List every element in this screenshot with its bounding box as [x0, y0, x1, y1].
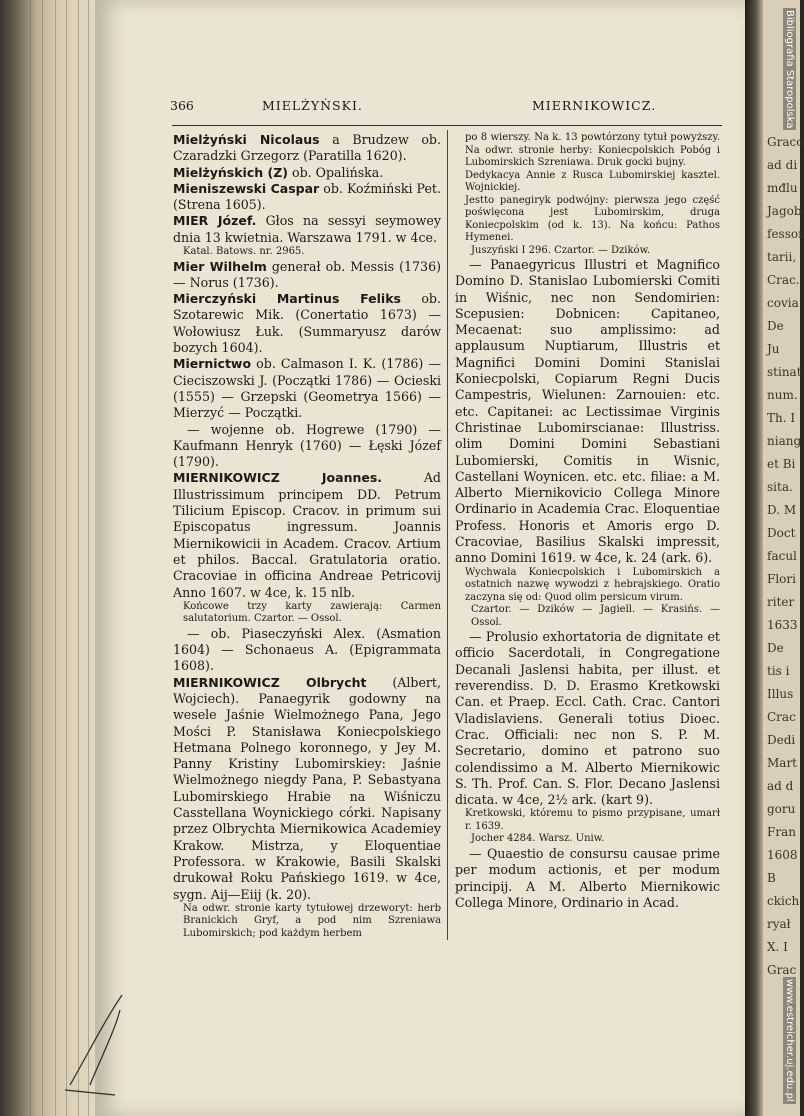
fragment-text: ryał — [767, 917, 791, 931]
fragment-text: ad di — [767, 158, 798, 172]
fragment-text: De — [767, 641, 784, 655]
note: Dedykacya Annie z Rusca Lubomirskiej kasztel. Wojnickiej. — [465, 169, 720, 193]
fragment-text: Th. I — [767, 411, 796, 425]
note: Końcowe trzy karty zawierają: Carmen salutatorium. Czartor. — Ossol. — [183, 600, 441, 625]
headword: Mieniszewski Caspar — [173, 180, 320, 196]
fragment-text: stinat — [767, 365, 802, 379]
gutter-shadow — [745, 0, 763, 1116]
header-rule — [172, 125, 722, 126]
fragment-text: 1633 — [767, 618, 798, 632]
entry-text: — ob. Piaseczyński Alex. (Asmation 1604) — Schonaeus A. (Epigrammata 1608). — [173, 625, 441, 674]
fragment-text: sita. — [767, 480, 793, 494]
fragment-text: Jagob — [767, 204, 802, 218]
entry-text: ob. Koźmiński Pet. (Strena 1605). — [173, 180, 441, 213]
entry-text: Głos na sessyi seymowey dnia 13 kwietnia. Warszawa 1791. w 4ce. — [173, 213, 441, 245]
fragment-text: Illus — [767, 687, 794, 701]
column-divider — [447, 130, 448, 940]
fragment-text: De — [767, 319, 784, 333]
page-number: 366 — [170, 98, 194, 113]
note: Kretkowski, któremu to pismo przypisane, umarł r. 1639. — [465, 808, 720, 832]
entry — [455, 257, 720, 567]
fragment-text: Graco — [767, 135, 804, 149]
entry-text: ob. Calmason I. K. (1786) — Cieciszowski J. (Początki 1786) — Ocieski (1555) — Grzepski (Geometrya 1566) — Mierzyć — Początki. — [173, 356, 441, 421]
entry-text: — Quaestio de consursu causae prime per modum actionis, et per modum principij. A M. Alberto Miernikowic Collega Minore, Ordinario in Acad. — [455, 845, 720, 910]
fragment-text: Mart — [767, 756, 797, 770]
entry — [173, 132, 441, 165]
fragment-text: facul — [767, 549, 797, 563]
fragment-text: 1608 — [767, 848, 798, 862]
fragment-text: ad d — [767, 779, 794, 793]
entry-text: ob. Szotarewic Mik. (Conertatio 1673) — Wołowiusz Łuk. (Summaryusz darów bozych 1604). — [173, 291, 441, 356]
fragment-text: B — [767, 871, 776, 885]
entry — [173, 181, 441, 214]
entry — [173, 470, 441, 600]
headword: Mielżyńskich (Z) — [173, 164, 288, 180]
headword: Mier Wilhelm — [173, 258, 267, 274]
next-page-bleed — [745, 0, 804, 1116]
fragment-text: ckich — [767, 894, 800, 908]
entry-text: a Brudzew ob. Czaradzki Grzegorz (Paratilla 1620). — [173, 132, 441, 164]
fragment-text: Dedi — [767, 733, 796, 747]
watermark-top: Bibliografia Staropolska — [784, 10, 795, 129]
entry — [455, 846, 720, 911]
note: Wychwala Koniecpolskich i Lubomirskich a ostatnich nazwę wywodzi z hebrajskiego. Oratio zaczyna się od: Quod olim persicum virum. — [465, 566, 720, 603]
fragment-text: niang — [767, 434, 802, 448]
entry — [173, 422, 441, 471]
entry — [173, 291, 441, 356]
handwritten-mark-icon — [60, 990, 130, 1100]
fragment-text: tarii, — [767, 250, 797, 264]
header-right: MIERNIKOWICZ. — [532, 98, 657, 113]
entry — [173, 165, 441, 181]
note: Katal. Batows. nr. 2965. — [183, 246, 305, 258]
entry — [173, 259, 441, 292]
fragment-text: Crac. — [767, 273, 800, 287]
fragment-text: Ju — [767, 342, 780, 356]
fragment-text: riter — [767, 595, 795, 609]
entry — [173, 356, 441, 421]
source-line: Jocher 4284. Warsz. Uniw. — [471, 833, 605, 845]
fragment-text: Grac — [767, 963, 797, 977]
headword: MIERNIKOWICZ Olbrycht — [173, 674, 367, 690]
source-line: Juszyński I 296. Czartor. — Dzików. — [471, 244, 651, 256]
entry-text: ob. Opalińska. — [288, 164, 384, 180]
headword: Mielżyński Nicolaus — [173, 132, 320, 147]
running-header — [170, 98, 657, 118]
fragment-text: tis i — [767, 664, 790, 678]
fragment-text: Flori — [767, 572, 796, 586]
fragment-text: covia — [767, 296, 799, 310]
entry-text: (Albert, Wojciech). Panaegyrik godowny na wesele Jaśnie Wielmożnego Pana, Jego Mości P. Stanisława Koniecpolskiego Hetmana Polnego koronnego, y Jey M. Panny Kristiny Lubomirskiey: Jaśnie Wielmożnego niegdy Pana, P. Sebastyana Lubomirskiego Hrabie na Wiśniczu Casstellana Woynickiego córki. Napisany przez Olbrychta Miernikowica Academiey Krakow. Mistrza, y Eloquentiae Professora. w Krakowie, Basili Skalski drukował Roku Pańskiego 1619. w 4ce, sygn. Aij—Eiij (k. 20). — [173, 674, 441, 902]
left-column — [173, 132, 441, 940]
entry — [173, 213, 441, 246]
headword: MIERNIKOWICZ Joannes. — [173, 470, 383, 486]
right-column — [455, 132, 720, 911]
entry-text: — Panaegyricus Illustri et Magnifico Domino D. Stanislao Lubomierski Comiti in Wiśnic, nec non Sendomirien: Scepusien: Dobnicen: Capitaneo, Mecaenat: suo amplissimo: ad applausum Nuptiarum, Illustris et Magnifici Domini Domini Stanislai Koniecpolski, Copiarum Regni Ducis Campestris, Wielunen: Zarnouien: etc. etc. Capitanei: ac Lectissimae Virginis Christinae Lubomirscianae: Illustriss. olim Domini Domini Sebastiani Lubomierski, Comitis in Wisnic, Castellani Woynicen. etc. etc. filiae: a M. Alberto Miernikovicio Collega Minore Ordinario in Academia Crac. Eloquentiae Profess. Honoris et Amoris ergo D. Cracoviae, Basilius Skalski impressit, anno Domini 1619. w 4ce, k. 24 (ark. 6). — [455, 257, 720, 566]
fragment-text: Doct — [767, 526, 796, 540]
fragment-text: num. — [767, 388, 798, 402]
note: po 8 wierszy. Na k. 13 powtórzony tytuł powyższy. Na odwr. stronie herby: Koniecpolskich Pobóg i Lubomirskich Szreniawa. Druk gocki bujny. — [465, 132, 720, 168]
fragment-text: Fran — [767, 825, 796, 839]
fragment-text: mđlu — [767, 181, 798, 195]
note: Na odwr. stronie karty tytułowej drzeworyt: herb Branickich Gryf, a pod nim Szreniawa Lubomirskich; pod każdym herbem — [183, 902, 441, 939]
fragment-text: fessor — [767, 227, 804, 241]
fragment-text: Crac — [767, 710, 796, 724]
fragment-text: goru — [767, 802, 796, 816]
watermark-bottom: www.estreicher.uj.edu.pl — [784, 979, 795, 1102]
headword: Miernictwo — [173, 356, 252, 372]
entry-text: — wojenne ob. Hogrewe (1790) — Kaufmann Henryk (1760) — Łęski Józef (1790). — [173, 421, 441, 470]
entry — [173, 626, 441, 675]
fragment-text: X. I — [767, 940, 788, 954]
header-left: MIELŻYŃSKI. — [262, 98, 363, 113]
entry-text: — Prolusio exhortatoria de dignitate et officio Sacerdotali, in Congregatione Decanali Jaslensi habita, per illust. et reverendiss. D. D. Erasmo Kretkowski Can. et Praep. Eccl. Cath. Crac. Cantori Vladislaviens. Generali totius Dioec. Crac. Officiali: nec non S. P. M. Secretario, domino et patrono suo colendissimo a M. Alberto Miernikowic S. Th. Prof. Can. S. Flor. Decano Jaslensi dicata. w 4ce, 2½ ark. (kart 9). — [455, 629, 720, 808]
entry-text: generał ob. Messis (1736) — Norus (1736). — [173, 258, 441, 290]
entry-text: Ad Illustrissimum principem DD. Petrum Tilicium Episcop. Cracov. in primum sui Episcopatus ingressum. Joannis Miernikowicii in Academ. Cracov. Artium et philos. Baccal. Gratulatoria oratio. Cracoviae in officina Andreae Petricovij Anno 1607. w 4ce, k. 15 nlb. — [173, 470, 441, 600]
note: Jestto panegiryk podwójny: pierwsza jego część poświęcona jest Lubomirskim, druga Koniecpolskim (od k. 13). Na końcu: Pathos Hymenei. — [465, 194, 720, 243]
source-line: Czartor. — Dzików — Jagiell. — Krasińs. — Ossol. — [471, 604, 720, 628]
entry — [455, 629, 720, 808]
headword: MIER Józef. — [173, 213, 257, 229]
book-spine — [0, 0, 95, 1116]
headword: Mierczyński Martinus Feliks — [173, 291, 401, 307]
fragment-text: et Bi — [767, 457, 796, 471]
fragment-text: D. M — [767, 503, 797, 517]
entry — [173, 675, 441, 903]
